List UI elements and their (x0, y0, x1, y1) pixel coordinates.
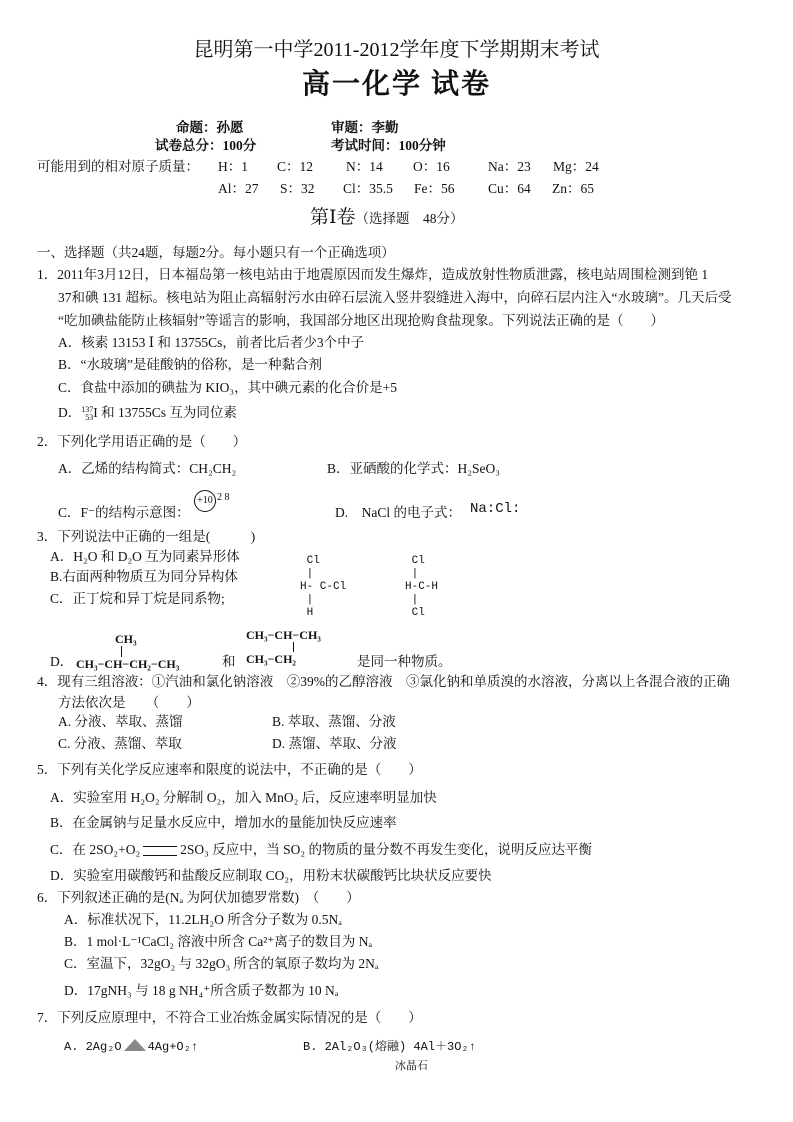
q1-option-b: B．“水玻璃”是硅酸钠的俗称，是一种黏合剂 (58, 357, 322, 372)
q3-option-d-text: 是同一种物质。 (357, 654, 452, 669)
q6-option-c: C．室温下，32gO₂ 与 32gO₃ 所含的氧原子数均为 2Nₐ (64, 956, 379, 971)
q4-option-b: B. 萃取、蒸馏、分液 (272, 714, 396, 729)
atomic-mass: Cu：64 (488, 181, 531, 196)
q4-option-c: C. 分液、蒸馏、萃取 (58, 736, 182, 751)
isotope-notation (81, 406, 93, 422)
atomic-mass-label: 可能用到的相对原子质量： (37, 159, 199, 174)
atomic-mass: S：32 (280, 181, 315, 196)
q5-option-d: D．实验室用碳酸钙和盐酸反应制取 CO₂，用粉末状碳酸钙比块状反应要快 (50, 868, 492, 883)
atomic-mass: Al：27 (218, 181, 259, 196)
heat-triangle-icon (124, 1039, 146, 1051)
methyl-branch: CH₃ (115, 632, 137, 646)
isobutane-formula-2-top: CH₃−CH−CH₃ (246, 628, 321, 642)
q5-stem: 5．下列有关化学反应速率和限度的说法中，不正确的是（ ） (37, 762, 422, 777)
q7-option-b: B. 2Al₂O₃(熔融) 4Al＋3O₂↑ (303, 1040, 476, 1054)
q6-option-b: B．1 mol·L⁻¹CaCl₂ 溶液中所含 Ca²⁺离子的数目为 Nₐ (64, 934, 373, 949)
q3-option-a: A．H₂O 和 D₂O 互为同素异形体 (50, 549, 240, 564)
option-text: I 和 13755Cs 互为同位素 (93, 405, 237, 420)
dichloromethane-structure-1: Cl | H- C-Cl | H (300, 555, 347, 619)
atomic-mass: Fe：56 (414, 181, 455, 196)
isobutane-formula-2-bottom: CH₃−CH₂ (246, 652, 297, 666)
bond-line (121, 646, 122, 657)
q2-stem: 2．下列化学用语正确的是（ ） (37, 434, 247, 449)
q5-option-a: A．实验室用 H₂O₂ 分解制 O₂，加入 MnO₂ 后，反应速率明显加快 (50, 790, 437, 805)
section-note: （选择题 48分） (355, 211, 464, 226)
q3-option-b: B.右面两种物质互为同分异构体 (50, 569, 238, 584)
nucleus-circle: +10 (194, 490, 216, 512)
atomic-mass: Cl：35.5 (343, 181, 393, 196)
atomic-mass: Na：23 (488, 159, 531, 174)
dichloromethane-structure-2: Cl | H-C-H | Cl (405, 555, 439, 619)
q5-option-c (50, 841, 592, 859)
q7-option-a (64, 1038, 198, 1056)
exam-title: 昆明第一中学2011-2012学年度下学期期末考试 (193, 39, 600, 61)
q4-option-d: D. 蒸馏、萃取、分液 (272, 736, 397, 751)
author: 命题：孙愿 (176, 120, 244, 135)
q2-option-c: C．F⁻的结构示意图： (58, 505, 190, 520)
q1-stem-line: “吃加碘盐能防止核辐射”等谣言的影响，我国部分地区出现抢购食盐现象。下列说法正确的是（ ） (58, 313, 664, 328)
q3-stem: 3．下列说法中正确的一组是( ) (37, 529, 256, 544)
total-score: 试卷总分：100分 (155, 138, 257, 153)
section-instructions: 一、选择题（共24题，每题2分。每小题只有一个正确选项） (37, 245, 395, 260)
q3-option-d-letter: D． (50, 654, 74, 669)
and-word: 和 (222, 654, 236, 669)
mass-number: 137 (81, 404, 94, 414)
nacl-electron-formula: Na:Cl: (470, 501, 521, 517)
cryolite-label: 冰晶石 (395, 1061, 428, 1073)
option-letter: D． (58, 405, 82, 420)
q1-option-a: A．核素 13153 Ⅰ 和 13755Cs，前者比后者少3个中子 (58, 335, 365, 350)
atomic-mass: H：1 (218, 159, 248, 174)
reviewer: 审题：李勤 (331, 120, 399, 135)
atomic-number: 53 (85, 412, 94, 422)
reversible-arrow-icon (143, 846, 177, 856)
atomic-mass: N：14 (346, 159, 383, 174)
equation-right: 4Ag+O₂↑ (147, 1040, 199, 1054)
q7-stem: 7．下列反应原理中，不符合工业冶炼金属实际情况的是（ ） (37, 1010, 422, 1025)
atomic-mass: Zn：65 (552, 181, 594, 196)
q6-stem: 6．下列叙述正确的是(Nₐ 为阿伏加德罗常数) （ ） (37, 890, 360, 905)
bond-line (293, 642, 294, 652)
exam-subtitle: 高一化学 试卷 (301, 69, 491, 100)
q2-option-d: D. NaCl 的电子式： (335, 505, 461, 520)
equation-left: A. 2Ag₂O (64, 1040, 122, 1054)
exam-time: 考试时间：100分钟 (331, 138, 446, 153)
isobutane-formula-1: CH₃−CH−CH₂−CH₃ (76, 657, 180, 671)
fluoride-structure-diagram (194, 486, 234, 518)
q6-option-d: D．17gNH₃ 与 18 g NH₄⁺所含质子数都为 10 Nₐ (64, 983, 339, 998)
q1-option-d (58, 404, 237, 422)
q4-option-a: A. 分液、萃取、蒸馏 (58, 714, 183, 729)
q6-option-a: A．标准状况下，11.2LH₂O 所含分子数为 0.5Nₐ (64, 912, 342, 927)
section-title: 第Ⅰ卷 (310, 207, 356, 228)
electron-shells: 2 8 (217, 492, 230, 503)
atomic-mass: C：12 (277, 159, 314, 174)
q2-option-b: B．亚硒酸的化学式：H₂SeO₃ (327, 461, 500, 476)
atomic-mass: Mg：24 (553, 159, 599, 174)
q5-option-b: B．在金属钠与足量水反应中，增加水的量能加快反应速率 (50, 815, 397, 830)
atomic-mass: O：16 (413, 159, 450, 174)
section-heading (310, 207, 464, 230)
q1-option-c: C．食盐中添加的碘盐为 KIO₃，其中碘元素的化合价是+5 (58, 380, 397, 395)
q1-stem-line: 37和碘 131 超标。核电站为阻止高辐射污水由碎石层流入竖井裂缝进入海中，向碎石层内注入“水玻璃”。几天后受 (58, 290, 732, 305)
equation-left: C．在 2SO₂+O₂ (50, 842, 141, 857)
q4-stem-line: 方法依次是 （ ） (58, 695, 200, 710)
q1-stem-line: 1．2011年3月12日，日本福岛第一核电站由于地震原因而发生爆炸，造成放射性物质泄露，核电站周围检测到铯 1 (37, 267, 709, 282)
q4-stem-line: 4．现有三组溶液：①汽油和氯化钠溶液 ②39%的乙醇溶液 ③氯化钠和单质溴的水溶液，分离以上各混合液的正确 (37, 674, 730, 689)
q3-option-c: C．正丁烷和异丁烷是同系物; (50, 591, 225, 606)
equation-right: 2SO₃ 反应中，当 SO₂ 的物质的量分数不再发生变化，说明反应达平衡 (180, 842, 592, 857)
q2-option-a: A．乙烯的结构简式：CH₂CH₂ (58, 461, 237, 476)
